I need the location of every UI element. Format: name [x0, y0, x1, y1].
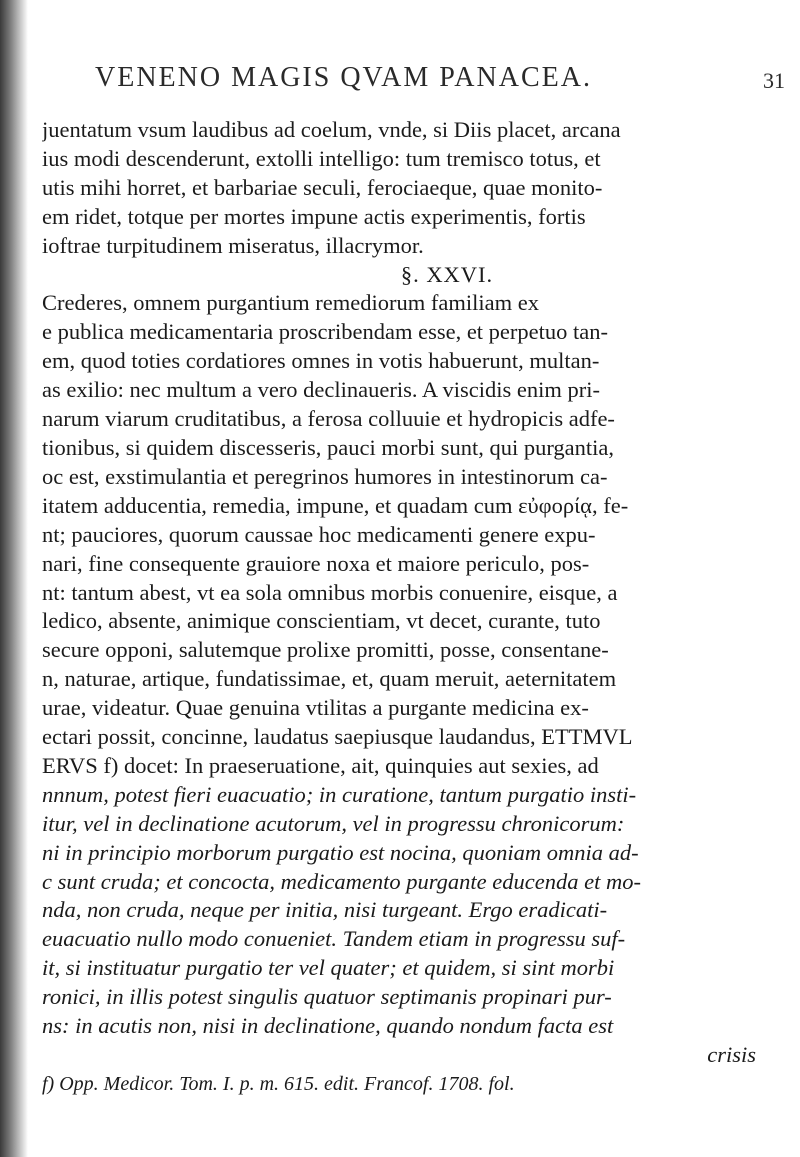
text-line: em, quod toties cordatiores omnes in votis habuerunt, multan- [42, 348, 600, 374]
text-line: nda, non cruda, neque per initia, nisi turgeant. Ergo eradicati- [42, 897, 608, 923]
text-line: ni in principio morborum purgatio est nocina, quoniam omnia ad- [42, 839, 639, 865]
text-line: oc est, exstimulantia et peregrinos humores in intestinorum ca- [42, 463, 608, 489]
text-line: ius modi descenderunt, extolli intelligo: tum tremisco totus, et [42, 145, 601, 171]
text-line: c sunt cruda; et concocta, medicamento purgante educenda et mo- [42, 868, 641, 894]
text-line: nari, fine consequente grauiore noxa et maiore periculo, pos- [42, 550, 590, 576]
text-line: as exilio: nec multum a vero declinaueris. A viscidis enim pri- [42, 377, 600, 403]
page-header [95, 62, 785, 96]
text-line: n, naturae, artique, fundatissimae, et, quam meruit, aeternitatem [42, 666, 617, 692]
running-head: VENENO MAGIS QVAM PANACEA. [95, 62, 592, 93]
text-line: narum viarum cruditatibus, a ferosa colluuie et hydropicis adfe- [42, 406, 615, 432]
text-line: nt; pauciores, quorum caussae hoc medicamenti genere expu- [42, 521, 596, 547]
text-line: em ridet, totque per mortes impune actis experimentis, fortis [42, 203, 586, 229]
text-line: itatem adducentia, remedia, impune, et quadam cum εὐφορίᾳ, fe- [42, 492, 629, 518]
text-line: itur, vel in declinatione acutorum, vel in progressu chronicorum: [42, 810, 625, 836]
page-number: 31 [763, 68, 785, 93]
text-line: e publica medicamentaria proscribendam esse, et perpetuo tan- [42, 319, 609, 345]
text-line: ERVS f) docet: In praeseruatione, ait, quinquies aut sexies, ad [42, 752, 599, 778]
text-line: tionibus, si quidem discesseris, pauci morbi sunt, qui purgantia, [42, 434, 615, 460]
text-line: ioftrae turpitudinem miseratus, illacrymor. [42, 232, 424, 258]
text-line: utis mihi horret, et barbariae seculi, ferociaeque, quae monito- [42, 174, 603, 200]
text-line: nnnum, potest fieri euacuatio; in curatione, tantum purgatio insti- [42, 781, 637, 807]
footnote: f) Opp. Medicor. Tom. I. p. m. 615. edit. Francof. 1708. fol. [42, 1072, 515, 1095]
text-line: ns: in acutis non, nisi in declinatione, quando nondum facta est [42, 1013, 614, 1039]
text-line: secure opponi, salutemque prolixe promitti, posse, consentane- [42, 637, 609, 663]
text-line: nt: tantum abest, vt ea sola omnibus morbis conuenire, eisque, a [42, 579, 618, 605]
text-line: urae, videatur. Quae genuina vtilitas a purgante medicina ex- [42, 695, 589, 721]
text-line: juentatum vsum laudibus ad coelum, vnde, si Diis placet, arcana [42, 117, 621, 142]
catchword: crisis [707, 1042, 756, 1067]
section-heading: §. XXVI. [400, 261, 494, 287]
text-line: it, si instituatur purgatio ter vel quater; et quidem, si sint morbi [42, 955, 615, 981]
text-line: ronici, in illis potest singulis quatuor septimanis propinari pur- [42, 984, 612, 1010]
binding-shadow [0, 0, 28, 1157]
text-line: Crederes, omnem purgantium remediorum familiam ex [42, 290, 539, 316]
body-text [42, 116, 782, 1099]
text-line: ledico, absente, animique conscientiam, vt decet, curante, tuto [42, 608, 601, 634]
text-line: ectari possit, concinne, laudatus saepiusque laudandus, ETTMVL [42, 724, 633, 750]
text-line: euacuatio nullo modo conueniet. Tandem etiam in progressu suf- [42, 926, 626, 952]
